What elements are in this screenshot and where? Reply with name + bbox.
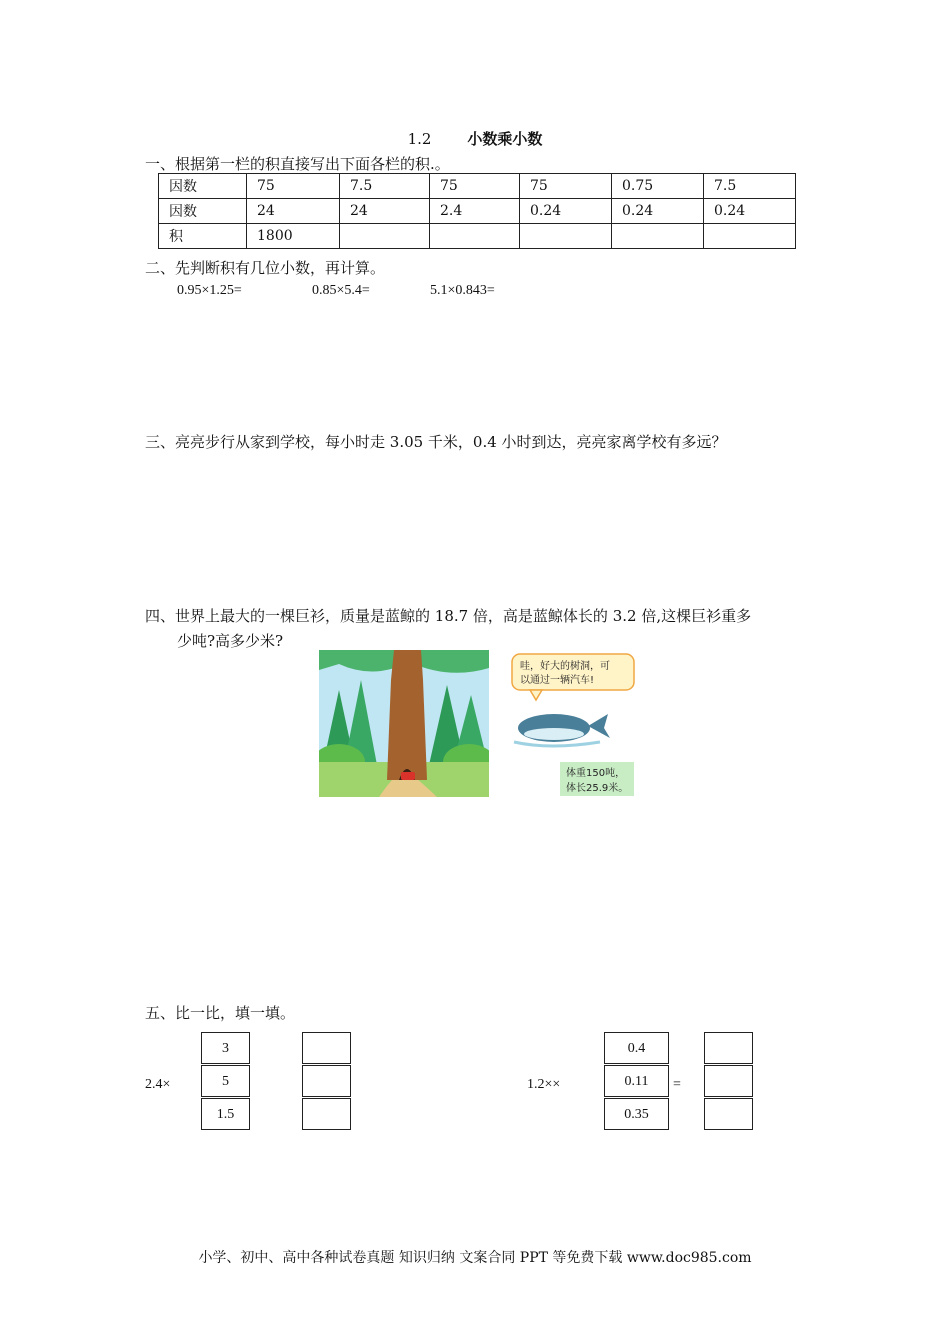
factor-box: 0.4	[604, 1032, 669, 1064]
whale-illustration	[510, 650, 638, 797]
table-cell: 0.24	[704, 199, 796, 224]
info-line: 体长25.9米。	[566, 783, 629, 794]
answer-box[interactable]	[704, 1065, 753, 1097]
table-cell: 积	[159, 224, 247, 249]
calc-item: 0.95×1.25=	[177, 283, 242, 298]
table-cell: 因数	[159, 199, 247, 224]
table-row	[159, 224, 796, 249]
answer-box[interactable]	[302, 1065, 351, 1097]
q4-prompt-line1: 四、世界上最大的一棵巨衫，质量是蓝鲸的 18.7 倍，高是蓝鲸体长的 3.2 倍,这棵巨衫重多	[145, 607, 752, 625]
footer-text: 小学、初中、高中各种试卷真题 知识归纳 文案合同 PPT 等免费下载 www.doc985.com	[198, 1250, 752, 1266]
section-number: 1.2	[407, 130, 432, 148]
factor-box: 0.35	[604, 1098, 669, 1130]
factor-box: 3	[201, 1032, 250, 1064]
q1-prompt: 一、根据第一栏的积直接写出下面各栏的积.。	[145, 155, 450, 173]
factor-box: 0.11	[604, 1065, 669, 1097]
answer-box[interactable]	[704, 1098, 753, 1130]
section-title: 小数乘小数	[467, 130, 543, 148]
table-row	[159, 199, 796, 224]
table-cell: 因数	[159, 174, 247, 199]
q4-prompt-line2: 少吨?高多少米?	[177, 632, 284, 650]
factor-box: 5	[201, 1065, 250, 1097]
table-cell: 75	[247, 174, 340, 199]
q3-prompt: 三、亮亮步行从家到学校，每小时走 3.05 千米，0.4 小时到达，亮亮家离学校有多远？	[145, 433, 727, 451]
answer-cell[interactable]	[430, 224, 520, 249]
table-cell: 7.5	[704, 174, 796, 199]
answer-cell[interactable]	[612, 224, 704, 249]
left-lead: 2.4×	[145, 1077, 171, 1092]
answer-cell[interactable]	[704, 224, 796, 249]
table-cell: 75	[520, 174, 612, 199]
answer-box[interactable]	[302, 1032, 351, 1064]
table-cell: 1800	[247, 224, 340, 249]
answer-cell[interactable]	[520, 224, 612, 249]
table-row	[159, 174, 796, 199]
answer-box[interactable]	[302, 1098, 351, 1130]
page-title	[0, 128, 950, 149]
calc-item: 0.85×5.4=	[312, 283, 370, 298]
table-cell: 75	[430, 174, 520, 199]
answer-box[interactable]	[704, 1032, 753, 1064]
tree-illustration	[319, 650, 489, 797]
table-cell: 24	[247, 199, 340, 224]
right-lead: 1.2××	[527, 1077, 561, 1092]
table-cell: 2.4	[430, 199, 520, 224]
table-cell: 0.75	[612, 174, 704, 199]
answer-cell[interactable]	[340, 224, 430, 249]
speech-line: 哇，好大的树洞，可	[520, 661, 610, 672]
q5-prompt: 五、比一比，填一填。	[145, 1004, 296, 1022]
table-cell: 24	[340, 199, 430, 224]
q2-prompt: 二、先判断积有几位小数，再计算。	[145, 259, 386, 277]
equals-sign: =	[673, 1077, 681, 1092]
product-table	[158, 173, 796, 249]
speech-line: 以通过一辆汽车!	[520, 675, 595, 686]
calc-item: 5.1×0.843=	[430, 283, 495, 298]
table-cell: 0.24	[520, 199, 612, 224]
table-cell: 7.5	[340, 174, 430, 199]
table-cell: 0.24	[612, 199, 704, 224]
info-line: 体重150吨，	[566, 768, 626, 779]
factor-box: 1.5	[201, 1098, 250, 1130]
